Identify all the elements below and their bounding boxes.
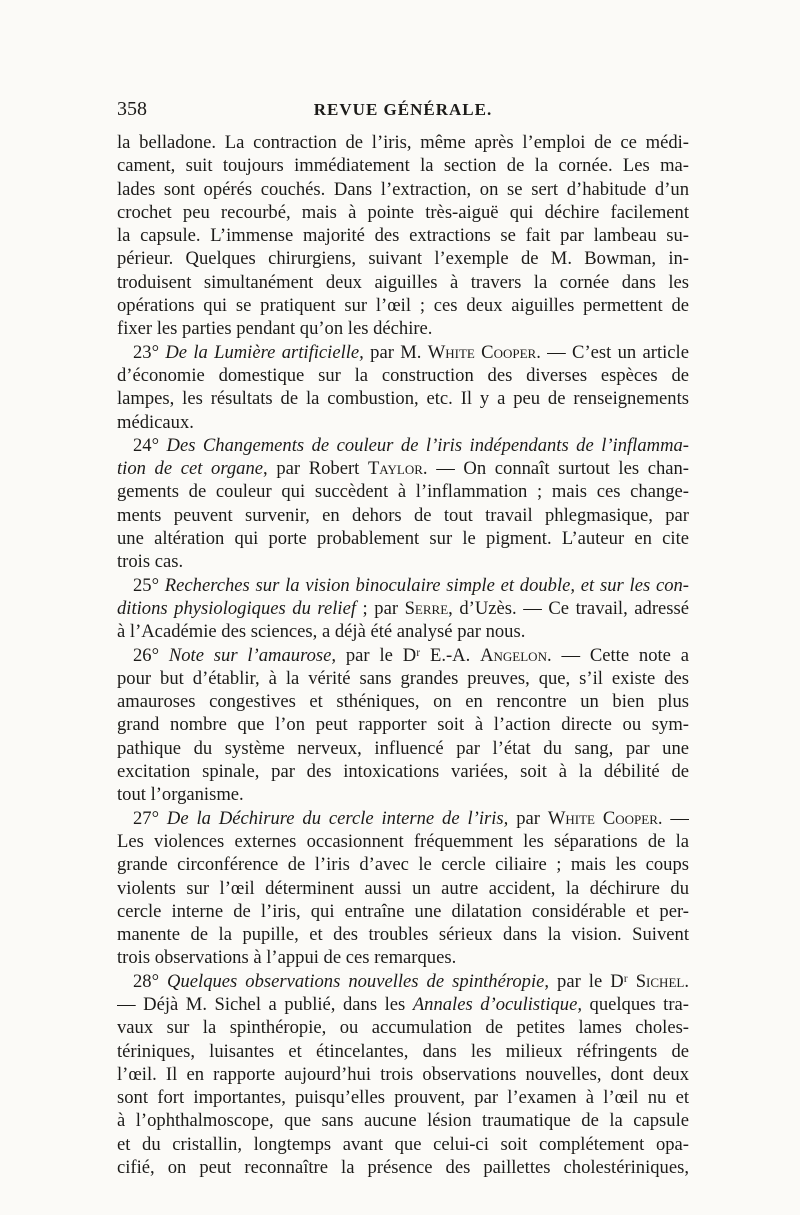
text-line <box>117 201 689 224</box>
text-line <box>117 131 689 154</box>
text-run: pathique du système nerveux, influencé par l’état du sang, par une <box>117 737 689 759</box>
text-line <box>117 294 689 317</box>
running-title: REVUE GÉNÉRALE. <box>313 100 493 119</box>
text-run: grande circonférence de l’iris d’avec le cercle ciliaire ; mais les coups <box>117 854 689 876</box>
text-run: par <box>508 807 548 829</box>
text-run: 27° <box>133 807 167 829</box>
text-line <box>117 434 689 457</box>
text-line <box>117 644 689 667</box>
text-run: gements de couleur qui succèdent à l’inflammation ; mais ces change- <box>117 481 689 503</box>
italic-title: ditions physiologiques du relief <box>117 597 356 619</box>
author-name: Serre <box>404 597 449 619</box>
text-run: par le Dʳ E.-A. <box>336 644 481 666</box>
text-line <box>117 224 689 247</box>
text-run: ments peuvent survenir, en dehors de tout travail phlegmasique, par <box>117 504 689 526</box>
text-line <box>117 527 689 550</box>
text-run: . — Cette note a <box>546 644 689 666</box>
text-line <box>117 1133 689 1156</box>
text-run: 28° <box>133 970 168 992</box>
text-run: , par le Dʳ <box>544 970 636 992</box>
text-line <box>117 970 689 993</box>
text-line <box>117 853 689 876</box>
text-line <box>117 247 689 270</box>
text-run: fixer les parties pendant qu’on les déchire. <box>117 318 433 340</box>
text-run: cament, suit toujours immédiatement la section de la cornée. Les ma- <box>117 155 689 177</box>
text-run: 24° <box>133 434 167 456</box>
author-name: White Cooper <box>427 341 537 363</box>
text-line <box>117 154 689 177</box>
text-run: tériniques, luisantes et étincelantes, dans les milieux réfringents de <box>117 1040 689 1062</box>
text-run: par M. <box>363 341 428 363</box>
text-line <box>117 830 689 853</box>
text-run: 26° <box>133 644 169 666</box>
body-text <box>117 131 689 1179</box>
author-name: Angelon <box>480 644 547 666</box>
text-run: 23° <box>133 341 166 363</box>
text-line <box>117 271 689 294</box>
text-line <box>117 574 689 597</box>
text-line <box>117 1109 689 1132</box>
text-run: à l’Académie des sciences, a déjà été analysé par nous. <box>117 621 526 643</box>
text-line <box>117 737 689 760</box>
text-run: cercle interne de l’iris, qui entraîne une dilatation considérable et per- <box>117 900 689 922</box>
text-run: lades sont opérés couchés. Dans l’extraction, on se sert d’habitude d’un <box>117 178 689 200</box>
text-run: sont fort importantes, puisqu’elles prouvent, par l’examen à l’œil nu et <box>117 1087 689 1109</box>
text-run: troduisent simultanément deux aiguilles à travers la cornée dans les <box>117 271 689 293</box>
text-run: périeur. Quelques chirurgiens, suivant l’exemple de M. Bowman, in- <box>117 248 689 270</box>
italic-title: Recherches sur la vision binoculaire simple et double, et sur les con- <box>164 574 689 596</box>
text-line <box>117 480 689 503</box>
text-run: pour but d’établir, à la vérité sans grandes preuves, que, s’il existe des <box>117 667 689 689</box>
author-name: Sichel <box>635 970 685 992</box>
page-header <box>117 98 689 122</box>
text-run: trois observations à l’appui de ces remarques. <box>117 947 457 969</box>
italic-title: Quelques observations nouvelles de spinthéropie <box>167 970 545 992</box>
text-line <box>117 807 689 830</box>
text-run: Les violences externes occasionnent fréquemment les séparations de la <box>117 830 689 852</box>
text-line <box>117 1156 689 1179</box>
italic-title: De la Lumière artificielle, <box>165 341 364 363</box>
text-line <box>117 900 689 923</box>
page-number: 358 <box>117 98 147 120</box>
text-line <box>117 993 689 1016</box>
italic-title: Annales d’oculistique, <box>412 993 582 1015</box>
text-line <box>117 877 689 900</box>
text-line <box>117 713 689 736</box>
text-line <box>117 364 689 387</box>
text-line <box>117 1063 689 1086</box>
text-run: amauroses congestives et sthéniques, on en rencontre un bien plus <box>117 691 689 713</box>
text-run: cifié, on peut reconnaître la présence des paillettes cholestériniques, <box>117 1157 689 1179</box>
text-line <box>117 504 689 527</box>
text-line <box>117 946 689 969</box>
text-line <box>117 457 689 480</box>
italic-title: tion de cet organe <box>117 458 264 480</box>
author-name: White Cooper <box>547 807 658 829</box>
text-run: tout l’organisme. <box>117 784 244 806</box>
text-run: opérations qui se pratiquent sur l’œil ; ces deux aiguilles permettent de <box>117 295 689 317</box>
text-run: trois cas. <box>117 551 184 573</box>
text-line <box>117 923 689 946</box>
text-run: excitation spinale, par des intoxications variées, soit à la débilité de <box>117 761 689 783</box>
text-line <box>117 690 689 713</box>
text-run: . — C’est un article <box>536 341 689 363</box>
text-line <box>117 387 689 410</box>
text-line <box>117 760 689 783</box>
text-line <box>117 341 689 364</box>
text-line <box>117 1040 689 1063</box>
text-run: — Déjà M. Sichel a publié, dans les <box>117 993 413 1015</box>
text-run: . <box>684 970 689 992</box>
text-run: vaux sur la spinthéropie, ou accumulation de petites lames choles- <box>117 1017 689 1039</box>
text-run: crochet peu recourbé, mais à pointe très-aiguë qui déchire facilement <box>117 201 689 223</box>
text-run: et du cristallin, longtemps avant que celui-ci soit complétement opa- <box>117 1133 689 1155</box>
text-line <box>117 1016 689 1039</box>
text-run: 25° <box>133 574 165 596</box>
text-line <box>117 1086 689 1109</box>
text-line <box>117 783 689 806</box>
text-run: la capsule. L’immense majorité des extractions se fait par lambeau su- <box>117 225 689 247</box>
text-run: médicaux. <box>117 411 194 433</box>
text-run: la belladone. La contraction de l’iris, même après l’emploi de ce médi- <box>117 132 689 153</box>
text-line <box>117 550 689 573</box>
text-run: l’œil. Il en rapporte aujourd’hui trois observations nouvelles, dont deux <box>117 1063 689 1085</box>
italic-title: Des Changements de couleur de l’iris indépendants de l’inflamma- <box>166 434 689 456</box>
text-line <box>117 667 689 690</box>
text-run: . — <box>657 807 689 829</box>
text-run: , d’Uzès. — Ce travail, adressé <box>448 597 689 619</box>
text-run: quelques tra- <box>582 993 689 1015</box>
text-run: à l’ophthalmoscope, que sans aucune lésion traumatique de la capsule <box>117 1110 689 1132</box>
text-run: violents sur l’œil déterminent aussi un autre accident, la déchirure du <box>117 877 689 899</box>
text-line <box>117 317 689 340</box>
italic-title: Note sur l’amaurose, <box>168 644 337 666</box>
text-line <box>117 597 689 620</box>
author-name: Taylor <box>367 458 423 480</box>
text-run: d’économie domestique sur la construction des diverses espèces de <box>117 364 689 386</box>
text-line <box>117 620 689 643</box>
text-run: , par Robert <box>263 458 368 480</box>
text-run: manente de la pupille, et des troubles sérieux dans la vision. Suivent <box>117 924 689 946</box>
text-run: ; par <box>356 597 405 619</box>
text-run: grand nombre que l’on peut rapporter soit à l’action directe ou sym- <box>117 714 689 736</box>
italic-title: De la Déchirure du cercle interne de l’iris, <box>166 807 509 829</box>
text-run: . — On connaît surtout les chan- <box>422 458 689 480</box>
text-run: une altération qui porte probablement sur le pigment. L’auteur en cite <box>117 528 689 550</box>
text-line <box>117 411 689 434</box>
text-run: lampes, les résultats de la combustion, etc. Il y a peu de renseignements <box>117 388 689 410</box>
text-line <box>117 178 689 201</box>
